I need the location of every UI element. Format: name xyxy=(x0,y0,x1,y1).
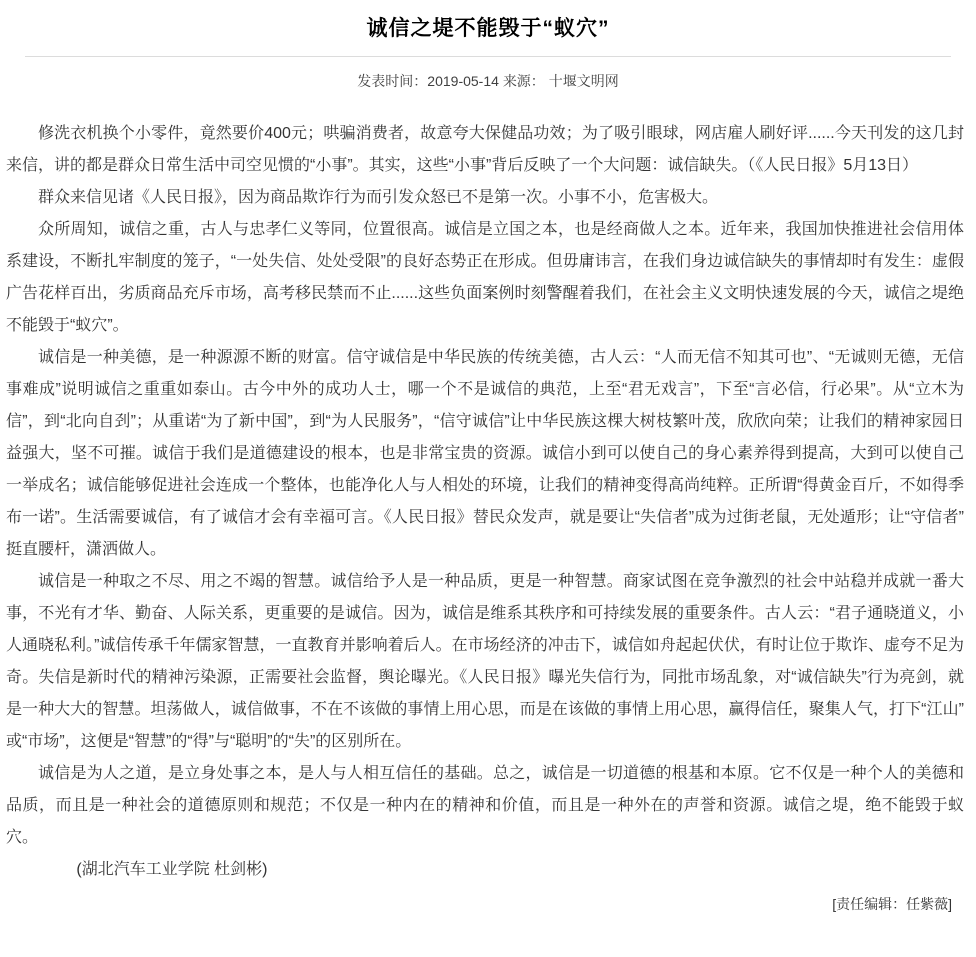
source-name: 十堰文明网 xyxy=(548,73,619,89)
publish-time-label: 发表时间： xyxy=(357,73,428,89)
author-signature: (湖北汽车工业学院 杜剑彬) xyxy=(76,861,268,878)
paragraph-6: 诚信是为人之道，是立身处事之本，是人与人相互信任的基础。总之，诚信是一切道德的根基和本原。它不仅是一种个人的美德和品质，而且是一种社会的道德原则和规范；不仅是一种内在的精神和价值，而且是一种外在的声誉和资源。诚信之堤，绝不能毁于蚁穴。 xyxy=(6,765,964,846)
paragraph-1: 修洗衣机换个小零件，竟然要价400元；哄骗消费者，故意夸大保健品功效；为了吸引眼球，网店雇人刷好评......今天刊发的这几封来信，讲的都是群众日常生活中司空见惯的“小事”。其实，这些“小事”背后反映了一个大问题：诚信缺失。（《人民日报》5月13日） xyxy=(6,125,964,174)
article-body xyxy=(0,118,976,886)
title-divider xyxy=(25,56,951,57)
editor-credit: [责任编辑：任紫薇] xyxy=(832,896,952,912)
source-label: 来源： xyxy=(502,73,545,89)
paragraph-2: 群众来信见诸《人民日报》，因为商品欺诈行为而引发众怒已不是第一次。小事不小，危害极大。 xyxy=(38,189,719,206)
article-meta xyxy=(0,71,976,91)
publish-time-value: 2019-05-14 xyxy=(427,73,499,89)
paragraph-3: 众所周知，诚信之重，古人与忠孝仁义等同，位置很高。诚信是立国之本，也是经商做人之本。近年来，我国加快推进社会信用体系建设，不断扎牢制度的笼子，“一处失信、处处受限”的良好态势正在形成。但毋庸讳言，在我们身边诚信缺失的事情却时有发生：虚假广告花样百出，劣质商品充斥市场，高考移民禁而不止......这些负面案例时刻警醒着我们，在社会主义文明快速发展的今天，诚信之堤绝不能毁于“蚁穴”。 xyxy=(6,221,964,334)
article-title: 诚信之堤不能毁于“蚁穴” xyxy=(366,17,610,40)
paragraph-4: 诚信是一种美德，是一种源源不断的财富。信守诚信是中华民族的传统美德，古人云：“人而无信不知其可也”、“无诚则无德，无信事难成”说明诚信之重重如泰山。古今中外的成功人士，哪一个不是诚信的典范，上至“君无戏言”，下至“言必信，行必果”。从“立木为信”，到“北向自刭”；从重诺“为了新中国”，到“为人民服务”，“信守诚信”让中华民族这棵大树枝繁叶茂，欣欣向荣；让我们的精神家园日益强大，坚不可摧。诚信于我们是道德建设的根本，也是非常宝贵的资源。诚信小到可以使自己的身心素养得到提高，大到可以使自己一举成名；诚信能够促进社会连成一个整体，也能净化人与人相处的环境，让我们的精神变得高尚纯粹。正所谓“得黄金百斤，不如得季布一诺”。生活需要诚信，有了诚信才会有幸福可言。《人民日报》替民众发声，就是要让“失信者”成为过街老鼠，无处遁形；让“守信者”挺直腰杆，潇洒做人。 xyxy=(6,349,964,558)
paragraph-5: 诚信是一种取之不尽、用之不竭的智慧。诚信给予人是一种品质，更是一种智慧。商家试图在竞争激烈的社会中站稳并成就一番大事，不光有才华、勤奋、人际关系，更重要的是诚信。因为，诚信是维系其秩序和可持续发展的重要条件。古人云：“君子通晓道义，小人通晓私利。”诚信传承千年儒家智慧，一直教育并影响着后人。在市场经济的冲击下，诚信如舟起起伏伏，有时让位于欺诈、虚夸不足为奇。失信是新时代的精神污染源，正需要社会监督，舆论曝光。《人民日报》曝光失信行为，同批市场乱象，对“诚信缺失”行为亮剑，就是一种大大的智慧。坦荡做人，诚信做事，不在不该做的事情上用心思，而是在该做的事情上用心思，赢得信任，聚集人气，打下“江山”或“市场”，这便是“智慧”的“得”与“聪明”的“失”的区别所在。 xyxy=(6,573,964,750)
